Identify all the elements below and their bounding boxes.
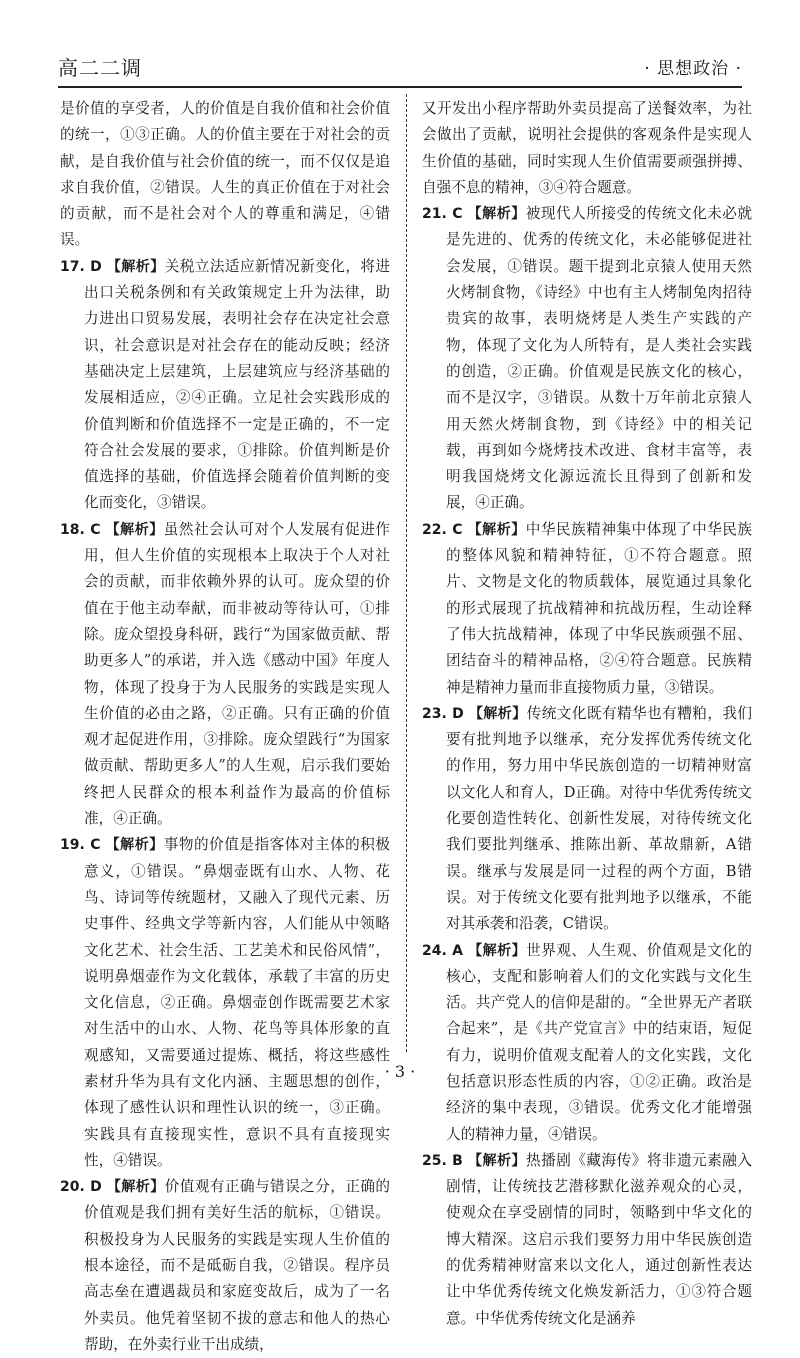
answer-text: 虽然社会认可对个人发展有促进作用，但人生价值的实现根本上取决于个人对社会的贡献，而非依赖外界的认可。庞众望的价值在于他主动奉献，而非被动等待认可，①排除。庞众望投身科研，践行“为国家做贡献、帮助更多人”的承诺，并入选《感动中国》年度人物，体现了投身于为人民服务的实践是实现人生价值的必由之路，②正确。只有正确的价值观才起促进作用，③排除。庞众望践行“为国家做贡献、帮助更多人”的人生观，启示我们要始终把人民群众的根本利益作为最高的价值标准，④正确。 [84,520,391,828]
column-divider [406,94,407,1052]
answer-item-24 [422,938,752,1148]
analysis-tag: 【解析】 [106,258,165,275]
answer-item-19 [60,832,390,1174]
analysis-tag: 【解析】 [105,521,164,538]
answer-text: 关税立法适应新情况新变化，将进出口关税条例和有关政策规定上升为法律，助力进出口贸易发展，表明社会存在决定社会意识，社会意识是对社会存在的能动反映；经济基础决定上层建筑，上层建筑应与经济基础的发展相适应，②④正确。立足社会实践形成的价值判断和价值选择不一定是正确的，不一定符合社会发展的要求，①排除。价值判断是价值选择的基础，价值选择会随着价值判断的变化而变化，③错误。 [84,257,391,512]
answer-number: 23. D [422,705,464,722]
page-header [58,50,742,88]
analysis-tag: 【解析】 [467,206,526,223]
answer-number: 21. C [422,206,463,223]
answer-number: 25. B [422,1152,463,1169]
answer-number: 22. C [422,521,463,538]
answer-item-22 [422,517,752,701]
analysis-tag: 【解析】 [105,837,164,854]
answer-text: 热播剧《藏海传》将非遗元素融入剧情，让传统技艺潜移默化滋养观众的心灵，使观众在享受剧情的同时，领略到中华文化的博大精深。这启示我们要努力用中华民族创造的优秀精神财富来以文化人，通过创新性表达让中华优秀传统文化焕发新活力，①③符合题意。中华优秀传统文化是涵养 [446,1151,752,1327]
answer-text: 事物的价值是指客体对主体的积极意义，①错误。“鼻烟壶既有山水、人物、花鸟、诗词等传统题材，又融入了现代元素、历史事件、经典文学等新内容，人们能从中领略文化艺术、社会生活、工艺美术和民俗风情”，说明鼻烟壶作为文化载体，承载了丰富的历史文化信息，②正确。鼻烟壶创作既需要艺术家对生活中的山水、人物、花鸟等具体形象的直观感知，又需要通过提炼、概括，将这些感性素材升华为具有文化内涵、主题思想的创作，体现了感性认识和理性认识的统一，③正确。实践具有直接现实性，意识不具有直接现实性，④错误。 [84,836,391,1169]
answer-text: 传统文化既有精华也有糟粕，我们要有批判地予以继承，充分发挥优秀传统文化的作用，努力用中华民族创造的一切精神财富以文化人和育人，D正确。对待中华优秀传统文化要创造性转化、创新性发展，对待传统文化我们要批判继承、推陈出新、革故鼎新，A错误。继承与发展是同一过程的两个方面，B错误。对于传统文化要有批判地予以继承，不能对其承袭和沿袭，C错误。 [446,704,753,933]
answer-number: 19. C [60,837,101,854]
left-column [60,96,390,1358]
answer-number: 20. D [60,1179,102,1196]
answer-item-20 [60,1174,390,1358]
right-column [422,96,752,1332]
answer-text: 世界观、人生观、价值观是文化的核心，支配和影响着人们的文化实践与文化生活。共产党人的信仰是甜的。“全世界无产者联合起来”，是《共产党宣言》中的结束语，短促有力，说明价值观支配着人的文化实践，文化包括意识形态性质的内容，①②正确。政治是经济的集中表现，③错误。优秀文化才能增强人的精神力量，④错误。 [446,941,752,1143]
answer-item-21 [422,201,752,517]
page-number: · 3 · [384,1062,416,1081]
answer-text: 价值观有正确与错误之分，正确的价值观是我们拥有美好生活的航标，①错误。积极投身为人民服务的实践是实现人生价值的根本途径，而不是砥砺自我，②错误。程序员高志垒在遭遇裁员和家庭变故后，成为了一名外卖员。他凭着坚韧不拔的意志和他人的热心帮助，在外卖行业干出成绩， [84,1178,391,1353]
analysis-tag: 【解析】 [106,1179,165,1196]
analysis-tag: 【解析】 [468,942,527,959]
answer-item-23 [422,701,752,938]
header-subject-title: · 思想政治 · [644,59,742,79]
answer-item-17 [60,254,390,517]
header-grade-title: 高二二调 [58,56,142,80]
analysis-tag: 【解析】 [467,521,526,538]
analysis-tag: 【解析】 [468,1152,527,1169]
answer-number: 24. A [422,942,464,959]
continuation-paragraph: 是价值的享受者，人的价值是自我价值和社会价值的统一，①③正确。人的价值主要在于对社会的贡献，是自我价值与社会价值的统一，而不仅仅是追求自我价值，②错误。人生的真正价值在于对社会的贡献，而不是社会对个人的尊重和满足，④错误。 [60,100,390,249]
answer-item-25 [422,1148,752,1332]
answer-text: 中华民族精神集中体现了中华民族的整体风貌和精神特征，①不符合题意。照片、文物是文化的物质载体，展览通过具象化的形式展现了抗战精神和抗战历程，生动诠释了伟大抗战精神，体现了中华民族顽强不屈、团结奋斗的精神品格，②④符合题意。民族精神是精神力量而非直接物质力量，③错误。 [446,520,753,696]
answer-text: 被现代人所接受的传统文化未必就是先进的、优秀的传统文化，未必能够促进社会发展，①错误。题干提到北京猿人使用天然火烤制食物，《诗经》中也有主人烤制兔肉招待贵宾的故事，表明烧烤是人类生产实践的产物，体现了文化为人所特有，是人类社会实践的创造，②正确。价值观是民族文化的核心，而不是汉字，③错误。从数十万年前北京猿人用天然火烤制食物，到《诗经》中的相关记载，再到如今烧烤技术改进、食材丰富等，表明我国烧烤文化源远流长且得到了创新和发展，④正确。 [446,205,753,512]
answer-number: 18. C [60,521,101,538]
analysis-tag: 【解析】 [468,705,527,722]
answer-item-18 [60,517,390,833]
answer-number: 17. D [60,258,102,275]
continuation-paragraph: 又开发出小程序帮助外卖员提高了送餐效率，为社会做出了贡献，说明社会提供的客观条件是实现人生价值的基础，同时实现人生价值需要顽强拼搏、自强不息的精神，③④符合题意。 [422,100,752,196]
